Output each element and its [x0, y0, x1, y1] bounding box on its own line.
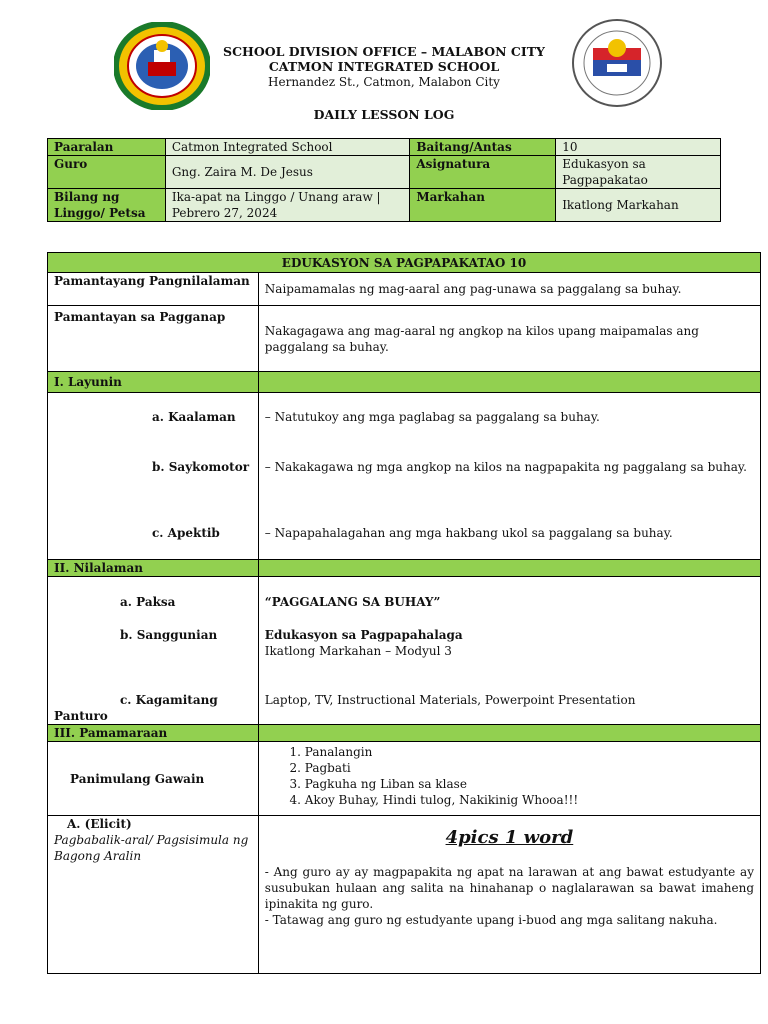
- list-item: 2. Pagbati: [305, 760, 754, 776]
- subject-heading: EDUKASYON SA PAGPAPAKATAO 10: [48, 253, 761, 273]
- paaralan-label: Paaralan: [48, 139, 166, 156]
- saykomotor-value: – Nakakagawa ng mga angkop na kilos na nagpapakita ng paggalang sa buhay.: [264, 460, 747, 474]
- bilang-label: Bilang ng Linggo/ Petsa: [48, 189, 166, 222]
- elicit-label: A. (Elicit): [67, 817, 132, 831]
- page-title: DAILY LESSON LOG: [313, 107, 455, 122]
- pp-label: Pamantayang Pangnilalaman: [48, 273, 259, 306]
- nilalaman-fill: [258, 560, 760, 577]
- nilalaman-label: II. Nilalaman: [48, 560, 259, 577]
- kaalaman-value: – Natutukoy ang mga paglabag sa paggalang sa buhay.: [264, 410, 600, 424]
- layunin-labels: [48, 393, 259, 560]
- kagamitang-label: c. Kagamitang: [120, 693, 218, 707]
- elicit-cell: [48, 816, 259, 974]
- baitang-label: Baitang/Antas: [410, 139, 556, 156]
- guro-label: Guro: [48, 156, 166, 189]
- sanggunian-value-1: Edukasyon sa Pagpapahalaga: [264, 628, 463, 642]
- list-item: 1. Panalangin: [305, 744, 754, 760]
- paksa-label: a. Paksa: [120, 595, 176, 609]
- paaralan-value: Catmon Integrated School: [165, 139, 409, 156]
- kaalaman-label: a. Kaalaman: [152, 410, 236, 424]
- apektib-value: – Napapahalagahan ang mga hakbang ukol sa paggalang sa buhay.: [264, 526, 673, 540]
- fourpics-title: 4pics 1 word: [445, 827, 574, 848]
- paksa-value: “PAGGALANG SA BUHAY”: [264, 595, 441, 609]
- elicit-content: [258, 816, 760, 974]
- panimulang-list-cell: [258, 742, 760, 816]
- asignatura-label: Asignatura: [410, 156, 556, 189]
- pp-value: Naipamamalas ng mag-aaral ang pag-unawa sa paggalang sa buhay.: [258, 273, 760, 306]
- saykomotor-label: b. Saykomotor: [152, 460, 250, 474]
- panturo-label: Panturo: [54, 709, 108, 723]
- list-item: 4. Akoy Buhay, Hindi tulog, Nakikinig Whooa!!!: [305, 792, 754, 808]
- panimulang-label: Panimulang Gawain: [48, 742, 259, 816]
- info-table: [47, 138, 721, 222]
- layunin-fill: [258, 372, 760, 393]
- panimulang-list: [265, 744, 754, 808]
- division-heading: SCHOOL DIVISION OFFICE – MALABON CITY: [223, 44, 545, 59]
- nilalaman-labels: [48, 577, 259, 725]
- pg-label: Pamantayan sa Pagganap: [48, 306, 259, 372]
- baitang-value: 10: [556, 139, 721, 156]
- pamamaraan-label: III. Pamamaraan: [48, 725, 259, 742]
- bilang-value: Ika-apat na Linggo / Unang araw | Pebrero 27, 2024: [165, 189, 409, 222]
- sanggunian-value-2: Ikatlong Markahan – Modyul 3: [264, 644, 452, 658]
- pg-value: Nakagagawa ang mag-aaral ng angkop na kilos upang maipamalas ang paggalang sa buhay.: [258, 306, 760, 372]
- layunin-label: I. Layunin: [48, 372, 259, 393]
- asignatura-value: Edukasyon sa Pagpapakatao: [556, 156, 721, 189]
- list-item: 3. Pagkuha ng Liban sa klase: [305, 776, 754, 792]
- pamamaraan-fill: [258, 725, 760, 742]
- elicit-text-1: - Ang guro ay ay magpapakita ng apat na larawan at ang bawat estudyante ay susubukan hulaan ang salita na hinahanap o naglalarawan sa bawat imaheng ipinakita ng guro.: [264, 865, 754, 911]
- kagamitang-value: Laptop, TV, Instructional Materials, Powerpoint Presentation: [264, 693, 636, 707]
- elicit-sub: Pagbabalik-aral/ Pagsisimula ng Bagong Aralin: [54, 833, 249, 863]
- markahan-value: Ikatlong Markahan: [556, 189, 721, 222]
- school-heading: CATMON INTEGRATED SCHOOL: [268, 59, 500, 74]
- nilalaman-values: [258, 577, 760, 725]
- apektib-label: c. Apektib: [152, 526, 220, 540]
- lesson-table: [47, 252, 761, 974]
- address-line: Hernandez St., Catmon, Malabon City: [268, 75, 500, 89]
- elicit-text-2: - Tatawag ang guro ng estudyante upang i-buod ang mga salitang nakuha.: [264, 913, 718, 927]
- markahan-label: Markahan: [410, 189, 556, 222]
- guro-value: Gng. Zaira M. De Jesus: [165, 156, 409, 189]
- layunin-values: [258, 393, 760, 560]
- sanggunian-label: b. Sanggunian: [120, 628, 218, 642]
